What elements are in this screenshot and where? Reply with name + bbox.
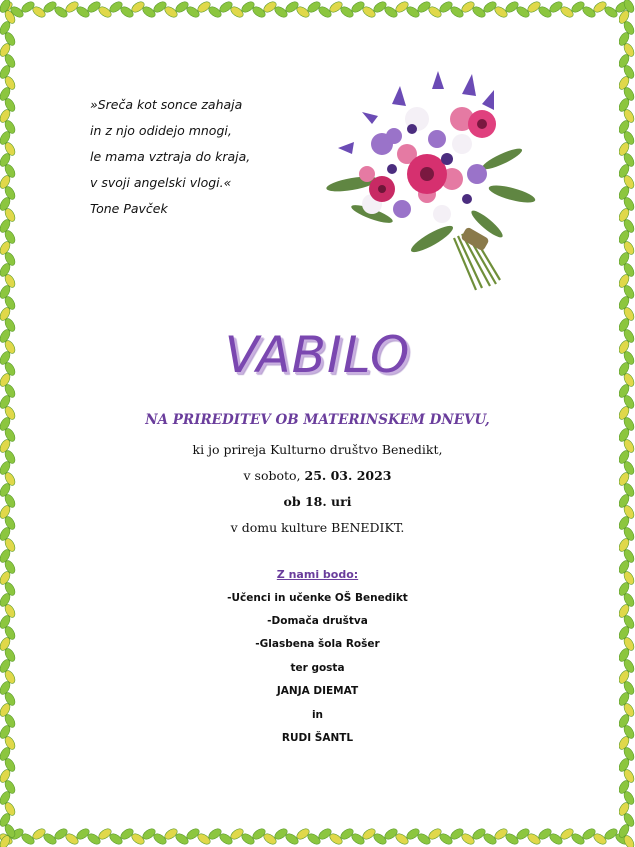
venue-line — [16, 520, 619, 535]
event-date: 25. 03. 2023 — [304, 468, 392, 483]
venue-prefix: v domu kulture — [230, 520, 332, 535]
guest-name: RUDI ŠANTL — [281, 732, 354, 744]
invitation-page — [16, 20, 619, 827]
guest-item: -Domača društva — [267, 615, 368, 627]
time-line — [16, 494, 619, 509]
organizer-line: ki jo prireja Kulturno društvo Benedikt, — [192, 442, 443, 457]
guests-heading: Z nami bodo: — [276, 568, 359, 581]
guest-item: -Glasbena šola Rošer — [255, 638, 380, 650]
event-time: ob 18. uri — [283, 494, 352, 509]
leaf-border-top — [0, 0, 635, 20]
guest-item: -Učenci in učenke OŠ Benedikt — [227, 592, 408, 604]
venue-name: BENEDIKT. — [331, 520, 405, 535]
flower-bouquet-image — [312, 64, 548, 294]
poem-line: v svoji angelski vlogi.« — [90, 175, 232, 190]
poem-line: le mama vztraja do kraja, — [90, 149, 251, 164]
guest-item: ter gosta — [290, 662, 345, 674]
poem-quote — [90, 92, 250, 222]
poem-line: in z njo odidejo mnogi, — [90, 123, 232, 138]
leaf-border-bottom — [0, 827, 635, 847]
poem-line: »Sreča kot sonce zahaja — [90, 97, 243, 112]
invitation-subtitle: NA PRIREDITEV OB MATERINSKEM DNEVU, — [145, 412, 490, 428]
date-prefix: v soboto, — [243, 468, 305, 483]
guest-item: in — [311, 709, 324, 721]
poem-author: Tone Pavček — [90, 201, 168, 216]
date-line — [16, 468, 619, 483]
leaf-border-left — [0, 0, 16, 847]
invitation-title: VABILO — [224, 326, 411, 384]
leaf-border-right — [619, 0, 635, 847]
guest-name: JANJA DIEMAT — [276, 685, 359, 697]
